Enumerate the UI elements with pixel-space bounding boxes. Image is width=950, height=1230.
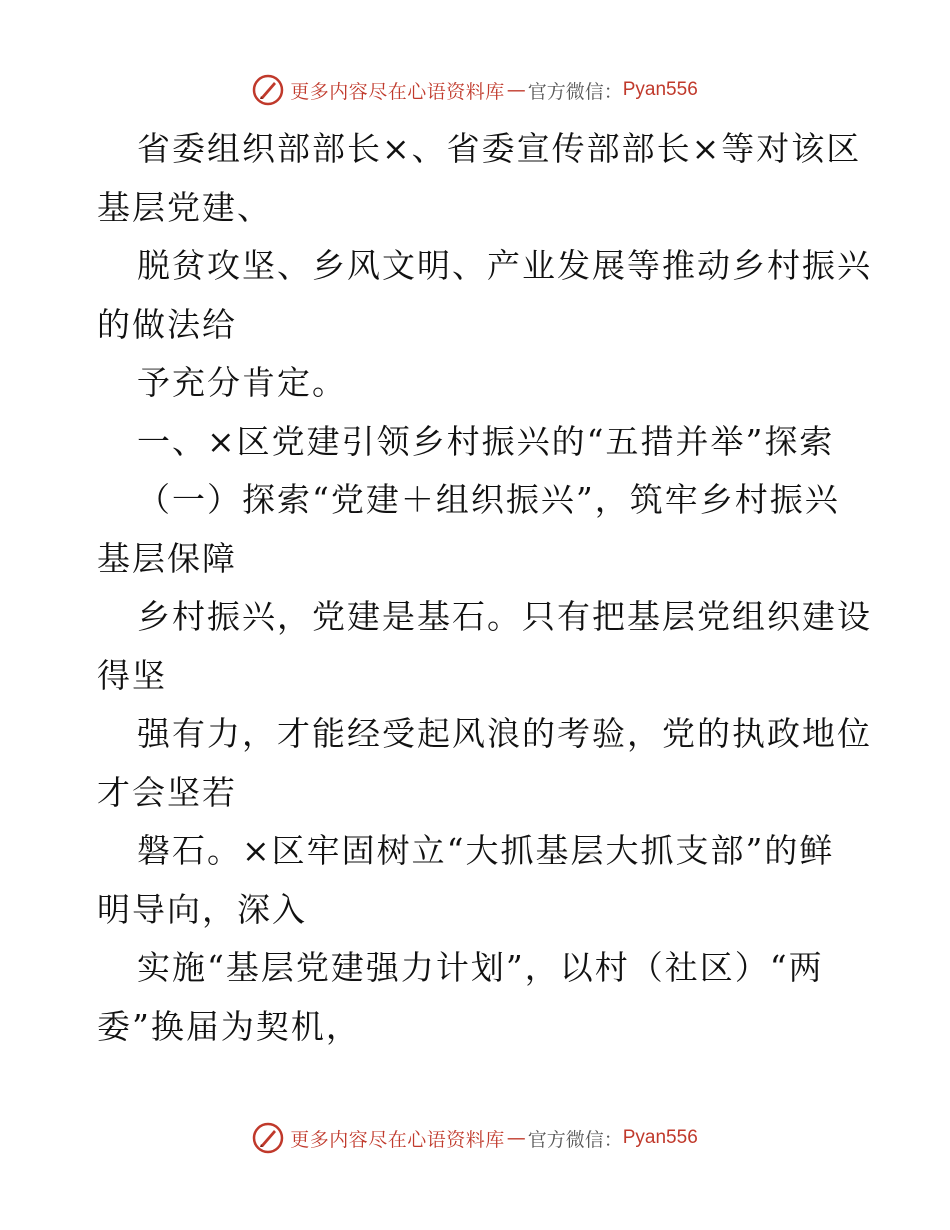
subsection-heading <box>97 471 857 588</box>
watermark-separator: — <box>506 1127 526 1149</box>
watermark-wechat-label: 官方微信： <box>527 80 623 103</box>
paragraph-line: 脱贫攻坚、乡风文明、产业发展等推动乡村振兴 <box>137 246 872 285</box>
document-body <box>97 120 872 1056</box>
paragraph-line: 基层党建、 <box>97 187 272 227</box>
paragraph-line: 磐石。×区牢固树立“大抓基层大抓支部”的鲜 <box>137 831 835 870</box>
paragraph <box>97 588 872 705</box>
paragraph <box>97 822 857 939</box>
paragraph-line: （一）探索“党建＋组织振兴”，筑牢乡村振兴 <box>137 480 840 519</box>
watermark-wechat-label: 官方微信： <box>527 1128 623 1151</box>
paragraph <box>97 120 862 237</box>
footer-watermark <box>0 1120 950 1156</box>
header-watermark <box>0 72 950 108</box>
watermark-separator: — <box>506 79 526 101</box>
quill-logo-icon <box>252 74 284 106</box>
paragraph <box>97 939 857 1056</box>
watermark-wechat-id: Pyan556 <box>622 79 698 100</box>
section-heading <box>97 413 857 472</box>
paragraph-line: 乡村振兴，党建是基石。只有把基层党组织建设 <box>137 597 872 636</box>
quill-logo-icon <box>252 1122 284 1154</box>
paragraph-line: 得坚 <box>97 655 167 695</box>
paragraph-line: 委”换届为契机， <box>97 1006 361 1046</box>
paragraph-line: 明导向，深入 <box>97 889 307 929</box>
watermark-text: 更多内容尽在心语资料库 <box>290 1128 505 1151</box>
paragraph <box>97 237 872 354</box>
paragraph-line: 予充分肯定。 <box>137 363 347 402</box>
paragraph-line: 实施“基层党建强力计划”，以村（社区）“两 <box>137 948 824 987</box>
paragraph-line: 省委组织部部长×、省委宣传部部长×等对该区 <box>137 129 862 168</box>
paragraph <box>97 705 872 822</box>
paragraph-line: 强有力，才能经受起风浪的考验，党的执政地位 <box>137 714 872 753</box>
paragraph-line: 一、×区党建引领乡村振兴的“五措并举”探索 <box>137 421 835 461</box>
paragraph-line: 基层保障 <box>97 538 237 578</box>
paragraph <box>97 354 857 413</box>
watermark-wechat-id: Pyan556 <box>622 1127 698 1148</box>
paragraph-line: 的做法给 <box>97 304 237 344</box>
watermark-text: 更多内容尽在心语资料库 <box>290 80 505 103</box>
paragraph-line: 才会坚若 <box>97 772 237 812</box>
